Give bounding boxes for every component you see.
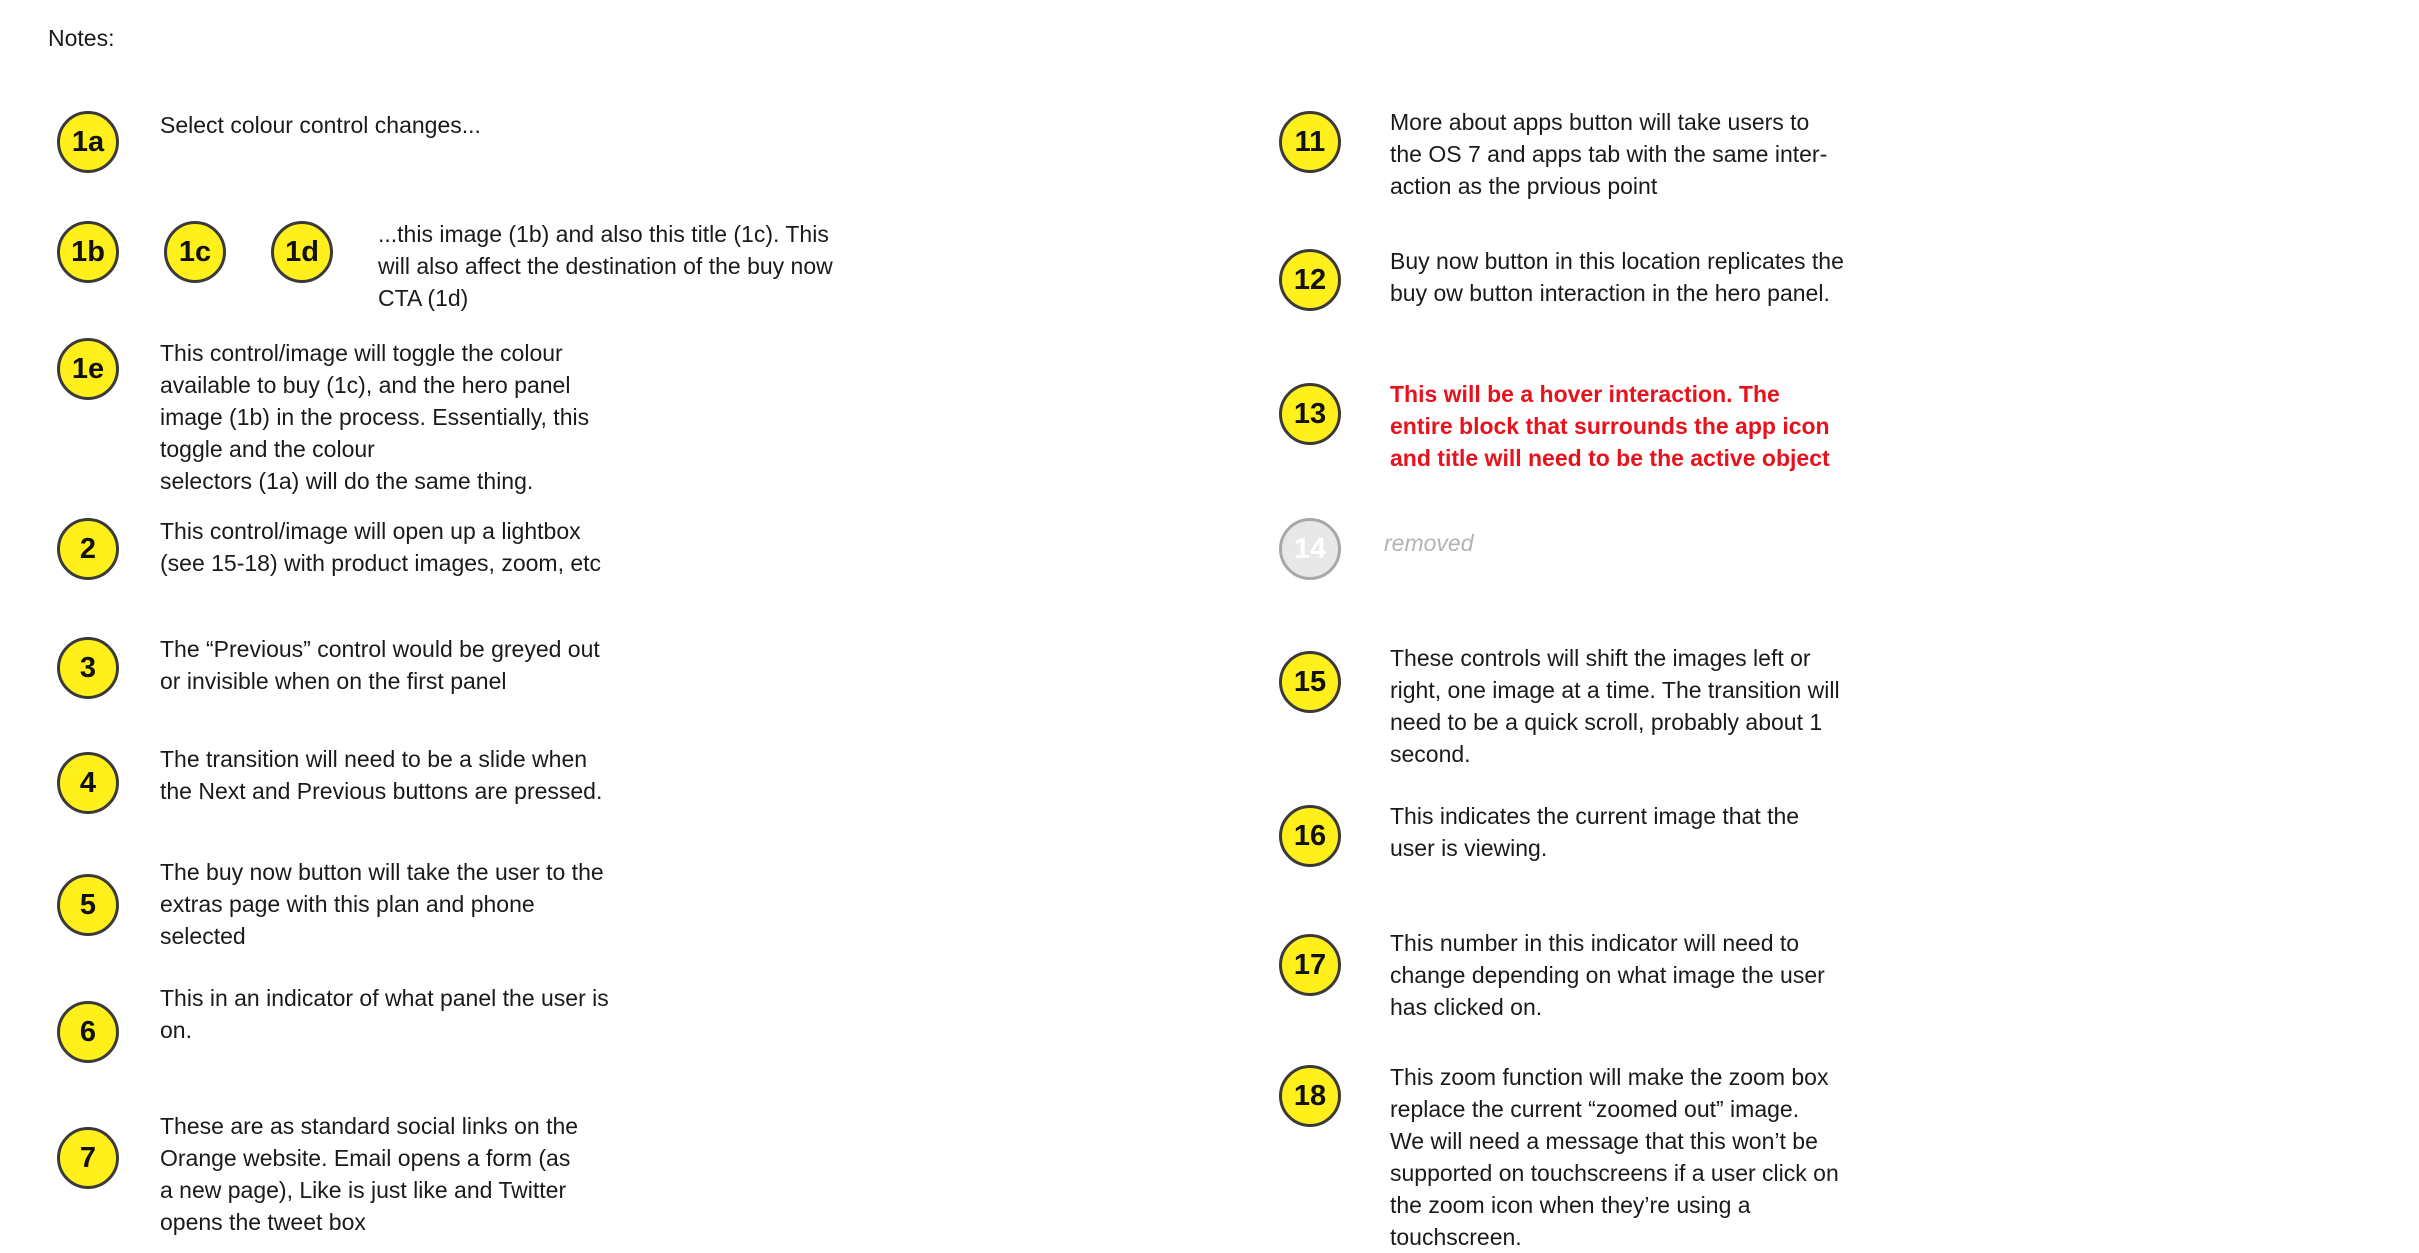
callout-marker-6: 6 — [57, 1001, 119, 1063]
callout-marker-13: 13 — [1279, 383, 1341, 445]
note-15: These controls will shift the images left or right, one image at a time. The transition will need to be a quick scroll, probably about 1 second. — [1390, 645, 1840, 767]
callout-marker-4: 4 — [57, 752, 119, 814]
callout-marker-14: 14 — [1279, 518, 1341, 580]
callout-marker-1d: 1d — [271, 221, 333, 283]
note-2: This control/image will open up a lightbox (see 15-18) with product images, zoom, etc — [160, 518, 602, 576]
note-1a: Select colour control changes... — [160, 112, 481, 138]
callout-marker-1a: 1a — [57, 111, 119, 173]
note-14: removed — [1384, 530, 1474, 556]
page-title: Notes: — [48, 25, 115, 51]
callout-marker-11: 11 — [1279, 111, 1341, 173]
callout-marker-16: 16 — [1279, 805, 1341, 867]
note-1b-1c-1d: ...this image (1b) and also this title (1c). This will also affect the destination of the buy now CTA (1d) — [378, 221, 833, 311]
callout-marker-1e: 1e — [57, 338, 119, 400]
note-17: This number in this indicator will need to change depending on what image the user has clicked on. — [1390, 930, 1825, 1020]
note-7: These are as standard social links on the Orange website. Email opens a form (as a new page), Like is just like and Twitter opens the tweet box — [160, 1113, 579, 1235]
callout-marker-2: 2 — [57, 518, 119, 580]
note-5: The buy now button will take the user to the extras page with this plan and phone selected — [160, 859, 604, 949]
callout-marker-1c: 1c — [164, 221, 226, 283]
note-11: More about apps button will take users to the OS 7 and apps tab with the same inter- action as the prvious point — [1390, 109, 1828, 199]
callout-marker-5: 5 — [57, 874, 119, 936]
callout-marker-15: 15 — [1279, 651, 1341, 713]
callout-marker-17: 17 — [1279, 934, 1341, 996]
callout-marker-18: 18 — [1279, 1065, 1341, 1127]
callout-marker-12: 12 — [1279, 249, 1341, 311]
callout-marker-3: 3 — [57, 637, 119, 699]
callout-marker-1b: 1b — [57, 221, 119, 283]
note-12: Buy now button in this location replicates the buy ow button interaction in the hero panel. — [1390, 248, 1844, 306]
note-3: The “Previous” control would be greyed out or invisible when on the first panel — [160, 636, 600, 694]
note-4: The transition will need to be a slide when the Next and Previous buttons are pressed. — [160, 746, 603, 804]
note-1e: This control/image will toggle the colour available to buy (1c), and the hero panel image (1b) in the process. Essentially, this toggle and the colour selectors (1a) will do the same thing. — [160, 340, 590, 494]
note-13: This will be a hover interaction. The entire block that surrounds the app icon and title will need to be the active object — [1390, 381, 1830, 471]
note-6: This in an indicator of what panel the user is on. — [160, 985, 609, 1043]
note-18: This zoom function will make the zoom box replace the current “zoomed out” image. We will need a message that this won’t be supported on touchscreens if a user click on the zoom icon when they’re using a touchscreen. — [1390, 1064, 1839, 1250]
note-16: This indicates the current image that the user is viewing. — [1390, 803, 1800, 861]
callout-marker-7: 7 — [57, 1127, 119, 1189]
